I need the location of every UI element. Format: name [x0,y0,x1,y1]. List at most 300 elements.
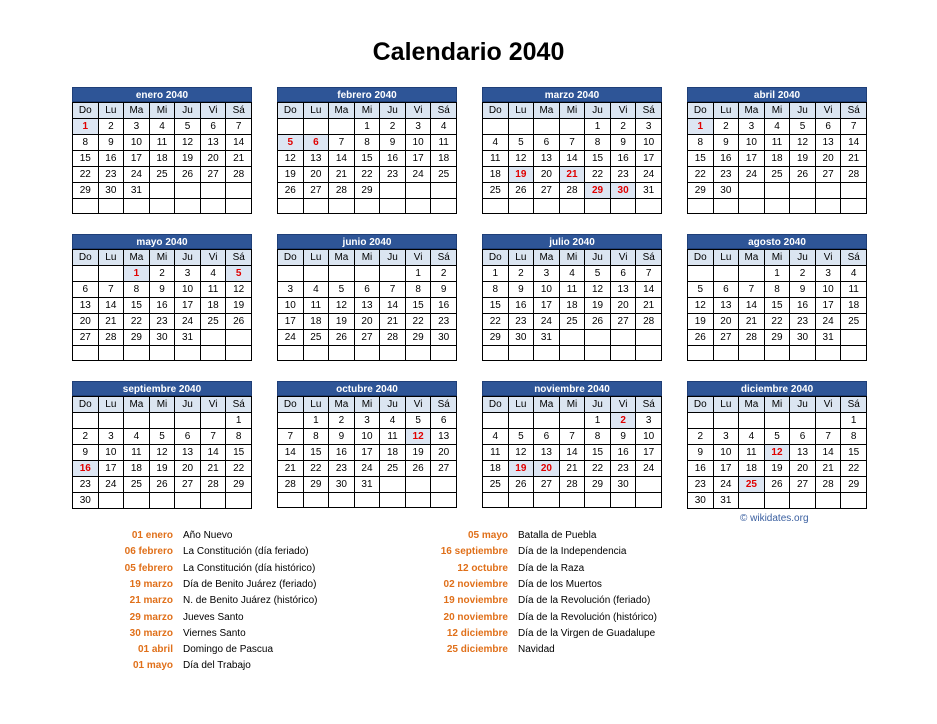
day-cell: 22 [303,461,329,477]
day-cell: 17 [636,151,662,167]
weekday-header: Lu [508,103,534,119]
weekday-header: Lu [713,103,739,119]
day-cell: 3 [534,266,560,282]
day-cell: 18 [483,167,509,183]
empty-cell [175,199,201,214]
empty-cell [534,493,560,508]
day-cell: 9 [508,282,534,298]
day-cell: 28 [329,183,355,199]
empty-cell [585,199,611,214]
day-cell: 23 [329,461,355,477]
holiday-day-cell: 16 [73,461,99,477]
day-cell: 4 [380,413,406,429]
month-title: julio 2040 [482,234,662,249]
empty-cell [329,346,355,361]
day-cell: 2 [431,266,457,282]
day-cell: 29 [585,477,611,493]
empty-cell [841,330,867,346]
day-cell: 20 [73,314,99,330]
weekday-header: Sá [431,250,457,266]
weekday-header: Do [278,397,304,413]
month-grid [277,102,457,214]
day-cell: 4 [303,282,329,298]
empty-cell [713,266,739,282]
day-cell: 17 [713,461,739,477]
weekday-header: Sá [636,397,662,413]
empty-cell [483,119,509,135]
day-cell: 15 [303,445,329,461]
empty-cell [200,199,226,214]
empty-cell [713,199,739,214]
weekday-header: Lu [303,103,329,119]
day-cell: 12 [278,151,304,167]
empty-cell [431,477,457,493]
holiday-name: Día de la Revolución (histórico) [518,611,657,623]
day-cell: 30 [508,330,534,346]
weekday-header: Vi [405,250,431,266]
holiday-date: 30 marzo [129,627,173,639]
day-cell: 7 [226,119,252,135]
empty-cell [815,199,841,214]
day-cell: 13 [354,298,380,314]
day-cell: 22 [841,461,867,477]
day-cell: 18 [124,461,150,477]
empty-cell [688,199,714,214]
weekday-header: Do [688,250,714,266]
holiday-name: Día de la Independencia [518,546,627,558]
empty-cell [739,199,765,214]
empty-cell [98,493,124,509]
empty-cell [508,199,534,214]
day-cell: 15 [841,445,867,461]
day-cell: 8 [688,135,714,151]
day-cell: 11 [200,282,226,298]
day-cell: 12 [329,298,355,314]
empty-cell [149,346,175,361]
empty-cell [636,346,662,361]
holiday-day-cell: 1 [688,119,714,135]
day-cell: 10 [405,135,431,151]
empty-cell [559,413,585,429]
day-cell: 2 [73,429,99,445]
weekday-header: Lu [508,250,534,266]
month-grid [72,396,252,509]
empty-cell [508,413,534,429]
day-cell: 23 [688,477,714,493]
day-cell: 27 [534,183,560,199]
empty-cell [175,413,201,429]
weekday-header: Do [483,397,509,413]
day-cell: 6 [534,135,560,151]
day-cell: 12 [226,282,252,298]
empty-cell [790,413,816,429]
empty-cell [688,266,714,282]
day-cell: 8 [354,135,380,151]
day-cell: 19 [405,445,431,461]
weekday-header: Ju [585,250,611,266]
weekday-header: Lu [303,250,329,266]
holiday-day-cell: 19 [508,167,534,183]
day-cell: 27 [534,477,560,493]
empty-cell [739,413,765,429]
month-grid [482,396,662,508]
day-cell: 14 [200,445,226,461]
empty-cell [329,493,355,508]
holiday-date: 20 noviembre [443,611,508,623]
day-cell: 25 [841,314,867,330]
day-cell: 20 [200,151,226,167]
holiday-date: 02 noviembre [443,578,508,590]
weekday-header: Vi [610,103,636,119]
day-cell: 6 [790,429,816,445]
day-cell: 22 [585,461,611,477]
weekday-header: Ma [124,397,150,413]
month-title: abril 2040 [687,87,867,102]
day-cell: 20 [354,314,380,330]
empty-cell [841,346,867,361]
weekday-header: Lu [98,103,124,119]
day-cell: 9 [73,445,99,461]
weekday-header: Do [688,397,714,413]
empty-cell [815,413,841,429]
month-grid [277,249,457,361]
empty-cell [200,413,226,429]
day-cell: 31 [354,477,380,493]
day-cell: 21 [278,461,304,477]
empty-cell [73,413,99,429]
day-cell: 27 [790,477,816,493]
day-cell: 12 [585,282,611,298]
day-cell: 10 [713,445,739,461]
empty-cell [73,199,99,214]
day-cell: 8 [303,429,329,445]
day-cell: 20 [175,461,201,477]
empty-cell [303,346,329,361]
day-cell: 2 [329,413,355,429]
month-10 [482,381,662,508]
weekday-header: Ju [380,397,406,413]
empty-cell [431,493,457,508]
credit-link[interactable]: © wikidates.org [740,513,809,524]
day-cell: 15 [483,298,509,314]
day-cell: 7 [380,282,406,298]
weekday-header: Mi [149,103,175,119]
day-cell: 10 [278,298,304,314]
day-cell: 10 [739,135,765,151]
day-cell: 25 [303,330,329,346]
weekday-header: Lu [98,250,124,266]
day-cell: 22 [124,314,150,330]
month-9 [277,381,457,508]
day-cell: 5 [329,282,355,298]
day-cell: 25 [149,167,175,183]
day-cell: 7 [200,429,226,445]
weekday-header: Ju [380,250,406,266]
day-cell: 24 [98,477,124,493]
weekday-header: Lu [508,397,534,413]
day-cell: 16 [610,445,636,461]
month-grid [277,396,457,508]
day-cell: 9 [610,429,636,445]
day-cell: 11 [431,135,457,151]
empty-cell [585,346,611,361]
day-cell: 20 [431,445,457,461]
day-cell: 5 [508,429,534,445]
empty-cell [764,493,790,509]
empty-cell [636,330,662,346]
weekday-header: Ma [739,250,765,266]
day-cell: 20 [790,461,816,477]
holiday-name: La Constitución (día feriado) [183,546,309,558]
weekday-header: Sá [431,103,457,119]
day-cell: 11 [483,151,509,167]
day-cell: 13 [200,135,226,151]
empty-cell [303,119,329,135]
day-cell: 26 [688,330,714,346]
day-cell: 28 [98,330,124,346]
empty-cell [790,493,816,509]
day-cell: 6 [534,429,560,445]
day-cell: 10 [636,429,662,445]
day-cell: 26 [149,477,175,493]
day-cell: 11 [739,445,765,461]
day-cell: 22 [483,314,509,330]
day-cell: 5 [688,282,714,298]
empty-cell [483,346,509,361]
day-cell: 13 [534,151,560,167]
day-cell: 13 [303,151,329,167]
day-cell: 28 [841,167,867,183]
day-cell: 1 [585,413,611,429]
empty-cell [124,346,150,361]
day-cell: 18 [841,298,867,314]
day-cell: 23 [610,167,636,183]
day-cell: 11 [559,282,585,298]
day-cell: 24 [636,167,662,183]
day-cell: 4 [431,119,457,135]
day-cell: 14 [841,135,867,151]
weekday-header: Do [483,250,509,266]
weekday-header: Lu [303,397,329,413]
day-cell: 1 [764,266,790,282]
empty-cell [149,199,175,214]
day-cell: 31 [636,183,662,199]
day-cell: 13 [431,429,457,445]
month-grid [687,102,867,214]
day-cell: 4 [764,119,790,135]
weekday-header: Mi [764,397,790,413]
day-cell: 27 [713,330,739,346]
day-cell: 5 [405,413,431,429]
empty-cell [380,199,406,214]
empty-cell [790,199,816,214]
day-cell: 2 [98,119,124,135]
holiday-date: 19 marzo [129,578,173,590]
day-cell: 28 [226,167,252,183]
day-cell: 25 [380,461,406,477]
day-cell: 17 [405,151,431,167]
day-cell: 23 [790,314,816,330]
day-cell: 12 [688,298,714,314]
holiday-date: 05 febrero [124,562,173,574]
empty-cell [226,183,252,199]
day-cell: 12 [149,445,175,461]
day-cell: 17 [534,298,560,314]
day-cell: 24 [354,461,380,477]
weekday-header: Sá [226,250,252,266]
day-cell: 13 [73,298,99,314]
day-cell: 25 [483,477,509,493]
day-cell: 4 [483,135,509,151]
day-cell: 10 [124,135,150,151]
day-cell: 9 [329,429,355,445]
holiday-date: 01 mayo [132,660,173,672]
holiday-date: 16 septiembre [440,546,508,558]
day-cell: 22 [585,167,611,183]
holiday-day-cell: 21 [559,167,585,183]
day-cell: 4 [124,429,150,445]
empty-cell [329,119,355,135]
empty-cell [200,183,226,199]
day-cell: 11 [303,298,329,314]
empty-cell [739,266,765,282]
day-cell: 15 [73,151,99,167]
day-cell: 1 [226,413,252,429]
day-cell: 2 [380,119,406,135]
empty-cell [610,199,636,214]
month-title: enero 2040 [72,87,252,102]
day-cell: 7 [559,135,585,151]
empty-cell [329,266,355,282]
day-cell: 10 [354,429,380,445]
day-cell: 28 [278,477,304,493]
weekday-header: Ju [585,397,611,413]
month-grid [687,396,867,509]
day-cell: 22 [764,314,790,330]
weekday-header: Ju [790,250,816,266]
holiday-name: N. de Benito Juárez (histórico) [183,595,318,607]
weekday-header: Vi [815,250,841,266]
day-cell: 10 [534,282,560,298]
day-cell: 9 [380,135,406,151]
day-cell: 30 [713,183,739,199]
day-cell: 24 [124,167,150,183]
day-cell: 14 [329,151,355,167]
day-cell: 9 [98,135,124,151]
day-cell: 27 [610,314,636,330]
day-cell: 26 [585,314,611,330]
weekday-header: Mi [354,397,380,413]
day-cell: 10 [175,282,201,298]
day-cell: 4 [483,429,509,445]
day-cell: 23 [73,477,99,493]
empty-cell [431,199,457,214]
day-cell: 31 [815,330,841,346]
day-cell: 19 [329,314,355,330]
day-cell: 28 [636,314,662,330]
day-cell: 22 [688,167,714,183]
day-cell: 27 [73,330,99,346]
day-cell: 16 [508,298,534,314]
empty-cell [405,477,431,493]
weekday-header: Mi [354,103,380,119]
day-cell: 21 [559,461,585,477]
day-cell: 27 [815,167,841,183]
day-cell: 24 [713,477,739,493]
empty-cell [278,413,304,429]
day-cell: 9 [149,282,175,298]
day-cell: 5 [585,266,611,282]
empty-cell [559,330,585,346]
weekday-header: Vi [815,397,841,413]
day-cell: 14 [380,298,406,314]
day-cell: 19 [149,461,175,477]
day-cell: 31 [175,330,201,346]
weekday-header: Do [278,250,304,266]
day-cell: 30 [431,330,457,346]
day-cell: 2 [688,429,714,445]
day-cell: 7 [636,266,662,282]
weekday-header: Vi [200,397,226,413]
day-cell: 26 [790,167,816,183]
empty-cell [559,199,585,214]
empty-cell [841,493,867,509]
weekday-header: Mi [764,250,790,266]
empty-cell [405,346,431,361]
empty-cell [175,346,201,361]
day-cell: 7 [841,119,867,135]
day-cell: 4 [149,119,175,135]
day-cell: 7 [278,429,304,445]
holiday-date: 29 marzo [129,611,173,623]
empty-cell [124,199,150,214]
day-cell: 3 [175,266,201,282]
day-cell: 16 [380,151,406,167]
empty-cell [149,413,175,429]
day-cell: 23 [380,167,406,183]
day-cell: 29 [841,477,867,493]
weekday-header: Do [73,250,99,266]
empty-cell [380,266,406,282]
day-cell: 2 [610,119,636,135]
day-cell: 12 [790,135,816,151]
day-cell: 24 [815,314,841,330]
holiday-name: Jueves Santo [183,611,244,623]
month-0 [72,87,252,214]
weekday-header: Sá [226,103,252,119]
empty-cell [815,346,841,361]
weekday-header: Do [73,103,99,119]
day-cell: 28 [739,330,765,346]
empty-cell [483,199,509,214]
weekday-header: Vi [405,103,431,119]
month-title: diciembre 2040 [687,381,867,396]
day-cell: 29 [124,330,150,346]
empty-cell [508,119,534,135]
empty-cell [226,330,252,346]
day-cell: 6 [200,119,226,135]
day-cell: 13 [610,282,636,298]
month-title: marzo 2040 [482,87,662,102]
day-cell: 16 [149,298,175,314]
day-cell: 21 [98,314,124,330]
day-cell: 8 [405,282,431,298]
weekday-header: Vi [610,250,636,266]
holiday-date: 01 enero [131,530,173,541]
empty-cell [610,346,636,361]
empty-cell [405,493,431,508]
holiday-name: Navidad [518,644,555,656]
